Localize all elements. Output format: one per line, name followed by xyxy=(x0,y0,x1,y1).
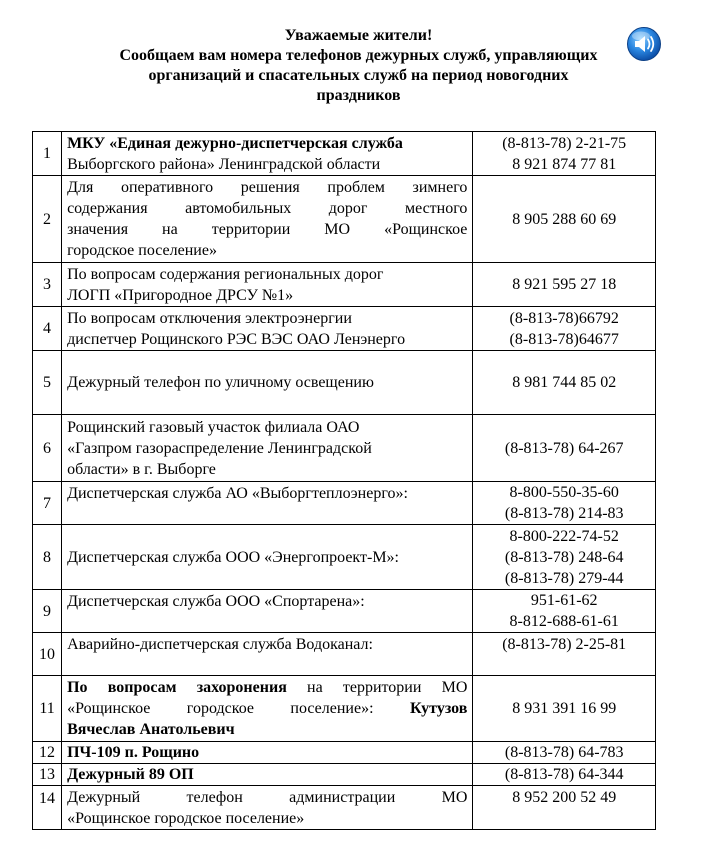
service-name-line: Рощинский газовый участок филиала ОАО xyxy=(67,418,360,436)
service-name-line: диспетчер Рощинского РЭС ВЭС ОАО Ленэнерго xyxy=(67,330,406,348)
table-row xyxy=(33,764,656,786)
service-description xyxy=(62,176,473,263)
phone-number[interactable]: (8-813-78) 2-21-75 xyxy=(502,134,627,152)
phone-number[interactable]: 8-800-550-35-60 xyxy=(509,484,619,501)
notice-header xyxy=(0,26,717,106)
service-name-line: Диспетчерская служба АО «Выборгтеплоэнерго»: xyxy=(67,485,408,502)
contact-surname: Кутузов xyxy=(409,700,468,717)
table-row xyxy=(33,307,656,351)
service-name-line: городское поселение» xyxy=(67,242,217,259)
table-row xyxy=(33,415,656,482)
table-row xyxy=(33,742,656,764)
phone-number[interactable]: (8-813-78) 279-44 xyxy=(504,569,624,587)
service-name-line: Для оперативного решения проблем зимнего xyxy=(67,179,468,196)
phone-number[interactable]: 8 921 595 27 18 xyxy=(512,276,617,293)
phone-cell xyxy=(473,786,656,830)
row-number: 9 xyxy=(33,590,62,633)
phone-number[interactable]: (8-813-78)66792 xyxy=(509,309,619,327)
service-name-line: «Рощинское городское поселение» xyxy=(67,809,305,827)
service-name-line: Выборгского района» Ленинградской области xyxy=(67,155,381,173)
phone-cell xyxy=(473,482,656,525)
service-description xyxy=(62,482,473,525)
service-name-line xyxy=(67,677,467,698)
service-name-line: «Газпром газораспределение Ленинградской xyxy=(67,439,372,457)
service-name-line: области» в г. Выборге xyxy=(67,460,216,478)
table-row xyxy=(33,633,656,676)
phone-number[interactable]: 8 931 391 16 99 xyxy=(512,700,617,717)
row-number: 7 xyxy=(33,482,62,525)
phone-number[interactable]: (8-813-78) 248-64 xyxy=(504,548,624,566)
speaker-icon[interactable] xyxy=(626,26,662,62)
row-number: 10 xyxy=(33,633,62,676)
table-row xyxy=(33,590,656,633)
service-name-line: По вопросам содержания региональных дорог xyxy=(67,265,384,283)
row-number: 2 xyxy=(33,176,62,263)
row-number: 6 xyxy=(33,415,62,482)
notice-title-line-1: Сообщаем вам номера телефонов дежурных служб, управляющих xyxy=(119,47,598,64)
services-table xyxy=(32,131,656,830)
phone-number[interactable]: (8-813-78) 214-83 xyxy=(504,505,624,522)
service-name-line: МКУ «Единая дежурно-диспетчерская служба xyxy=(67,134,403,152)
phone-number[interactable]: 8-800-222-74-52 xyxy=(509,527,619,545)
row-number: 12 xyxy=(33,742,62,764)
service-name-line: Аварийно-диспетчерская служба Водоканал: xyxy=(67,636,373,653)
phone-number[interactable]: 951-61-62 xyxy=(530,592,598,609)
row-number: 5 xyxy=(33,351,62,415)
service-description: ПЧ-109 п. Рощино xyxy=(62,742,473,764)
phone-cell xyxy=(473,307,656,351)
service-name-line: значения на территории МО «Рощинское xyxy=(67,221,468,238)
phone-cell xyxy=(473,764,656,786)
service-description xyxy=(62,786,473,830)
row-number: 1 xyxy=(33,132,62,176)
table-row xyxy=(33,263,656,307)
burial-heading: По вопросам захоронения xyxy=(67,679,287,696)
service-description xyxy=(62,590,473,633)
notice-title-line-2: организаций и спасательных служб на период новогодних xyxy=(148,67,569,84)
phone-cell xyxy=(473,742,656,764)
notice-title-line-3: праздников xyxy=(316,87,401,104)
service-name-line: Дежурный телефон администрации МО xyxy=(67,788,468,806)
phone-cell xyxy=(473,633,656,676)
row-number: 3 xyxy=(33,263,62,307)
row-number: 4 xyxy=(33,307,62,351)
table-row xyxy=(33,351,656,415)
burial-settlement: «Рощинское городское поселение»: xyxy=(67,700,374,717)
service-description xyxy=(62,633,473,676)
service-name-line: Диспетчерская служба ООО «Спортарена»: xyxy=(67,593,365,610)
service-description: Дежурный телефон по уличному освещению xyxy=(62,351,473,415)
phone-number[interactable]: (8-813-78) 64-267 xyxy=(504,439,624,457)
service-name-line: содержания автомобильных дорог местного xyxy=(67,200,468,217)
row-number: 8 xyxy=(33,525,62,590)
phone-number[interactable]: (8-813-78) 2-25-81 xyxy=(502,636,627,653)
table-row xyxy=(33,676,656,742)
table-row xyxy=(33,176,656,263)
table-row xyxy=(33,482,656,525)
phone-cell xyxy=(473,263,656,307)
phone-number[interactable]: 8-812-688-61-61 xyxy=(509,613,619,630)
table-row xyxy=(33,132,656,176)
phone-number[interactable]: 8 981 744 85 02 xyxy=(512,374,617,391)
phone-number[interactable]: 8 921 874 77 81 xyxy=(512,155,617,173)
phone-cell xyxy=(473,176,656,263)
service-description xyxy=(62,132,473,176)
phone-cell xyxy=(473,676,656,742)
burial-territory: на территории МО xyxy=(286,679,468,696)
service-description xyxy=(62,307,473,351)
contact-full-name: Вячеслав Анатольевич xyxy=(67,721,235,738)
phone-cell xyxy=(473,132,656,176)
service-description: Дежурный 89 ОП xyxy=(62,764,473,786)
service-name-line: ЛОГП «Пригородное ДРСУ №1» xyxy=(67,286,294,304)
service-description xyxy=(62,263,473,307)
service-name-line: По вопросам отключения электроэнергии xyxy=(67,309,352,327)
row-number: 14 xyxy=(33,786,62,830)
service-description xyxy=(62,415,473,482)
phone-number[interactable]: 8 952 200 52 49 xyxy=(512,789,617,806)
row-number: 11 xyxy=(33,676,62,742)
phone-number[interactable]: 8 905 288 60 69 xyxy=(512,210,617,228)
service-description xyxy=(62,676,473,742)
table-row xyxy=(33,786,656,830)
phone-number[interactable]: (8-813-78) 64-783 xyxy=(504,744,624,761)
table-row xyxy=(33,525,656,590)
notice-greeting: Уважаемые жители! xyxy=(284,27,433,44)
service-description: Диспетчерская служба ООО «Энергопроект-М»: xyxy=(62,525,473,590)
row-number: 13 xyxy=(33,764,62,786)
phone-number[interactable]: (8-813-78)64677 xyxy=(509,330,619,348)
phone-cell xyxy=(473,415,656,482)
phone-cell xyxy=(473,351,656,415)
phone-cell xyxy=(473,590,656,633)
phone-cell xyxy=(473,525,656,590)
phone-number[interactable]: (8-813-78) 64-344 xyxy=(504,766,624,783)
service-name-line xyxy=(67,698,467,719)
